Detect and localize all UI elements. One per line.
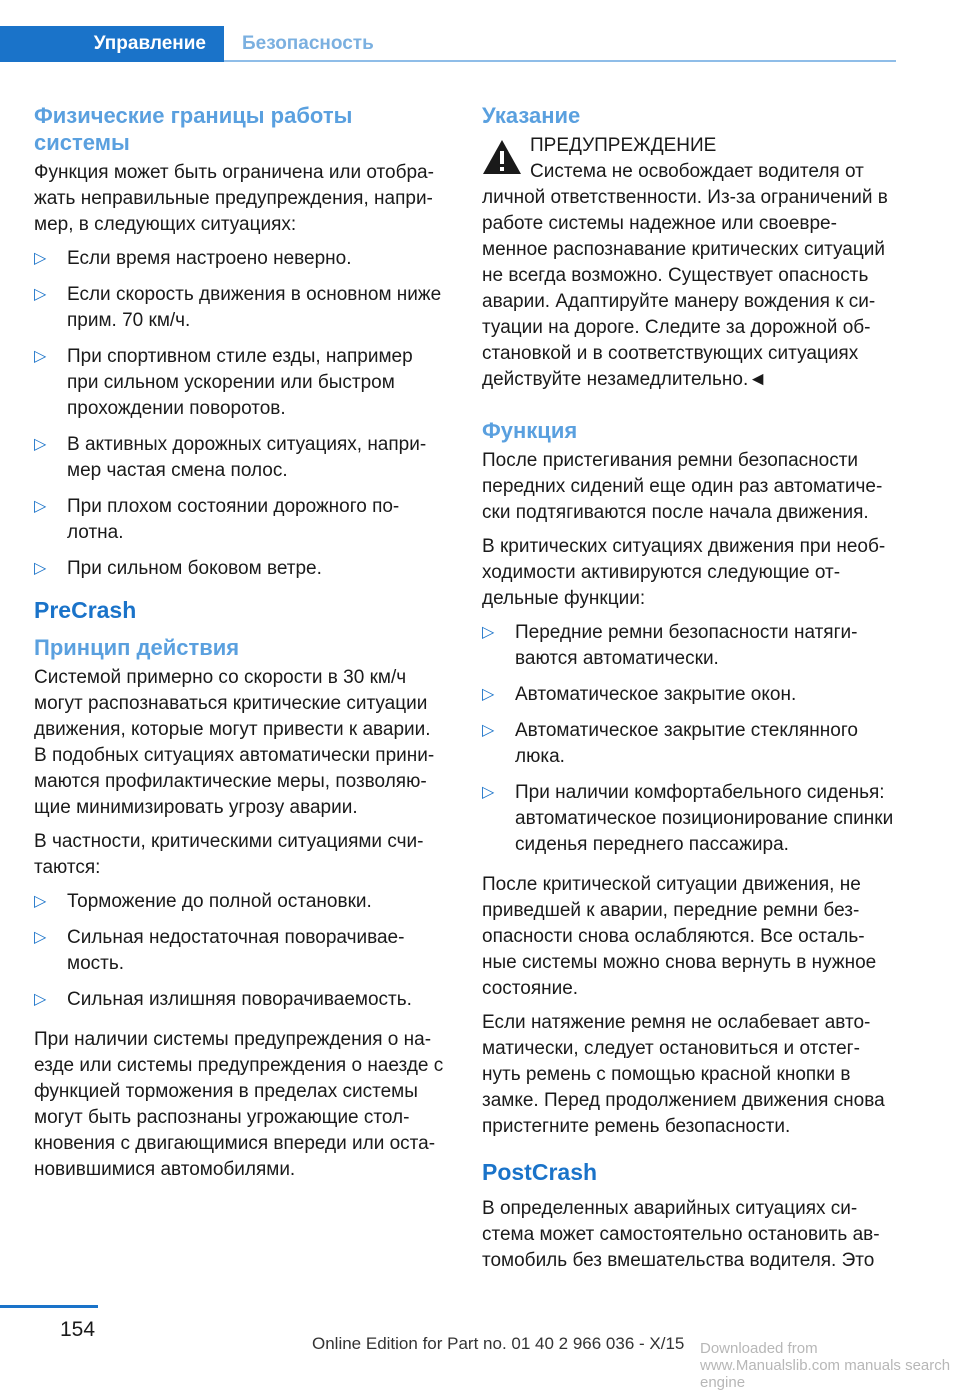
warning-first-line: Система не освобождает водителя от <box>530 161 864 182</box>
warning-triangle-icon <box>482 139 522 175</box>
list-item: ▷ Автоматическое закрытие окон. <box>482 682 896 708</box>
list-item: ▷ Автоматическое закрытие стеклянного люка. <box>482 720 858 767</box>
list-critical <box>34 889 446 1013</box>
triangle-right-icon: ▷ <box>482 722 495 739</box>
heading-note: Указание <box>482 103 581 128</box>
triangle-right-icon: ▷ <box>482 784 495 801</box>
paragraph-belt-tension: Если натяжение ремня не ослабевает авто-матически, следует остановиться и отстег-нуть ремень с помощью красной кнопки в замке. Перед продолжением движения снова пристегните ремень безопасности. <box>482 1012 885 1137</box>
right-column <box>482 102 896 1282</box>
triangle-right-icon: ▷ <box>34 286 47 303</box>
warning-text: личной ответственности. Из-за ограничений в работе системы надежное или своевре-менное распознавание критических ситуаций не всегда возможно. Существует опасность аварии. Адаптируйте манеру вождения к си-туации на дороге. Следите за дорожной об-становкой и в соответствующих ситуациях действуйте незамедлительно.◄ <box>482 187 888 390</box>
list-item: ▷ При наличии комфортабельного сиденья: автоматическое позиционирование спинки сиденья переднего пассажира. <box>482 782 894 855</box>
heading-function: Функция <box>482 418 578 443</box>
paragraph-postcrash: В определенных аварийных ситуациях си-стема может самостоятельно остановить ав-томобиль без вмешательства водителя. Это <box>482 1198 880 1271</box>
tab-safety[interactable]: Безопасность <box>242 33 374 54</box>
header-bar <box>0 0 960 64</box>
triangle-right-icon: ▷ <box>34 436 47 453</box>
heading-postcrash: PostCrash <box>482 1159 598 1185</box>
paragraph-after-crash: После критической ситуации движения, не приведшей к аварии, передние ремни без-опасности снова ослабляются. Все осталь-ные системы можно снова вернуть в нужное состояние. <box>482 874 877 999</box>
watermark: Downloaded from www.Manualslib.com manuals search engine <box>700 1340 951 1391</box>
triangle-right-icon: ▷ <box>482 624 495 641</box>
triangle-right-icon: ▷ <box>34 560 47 577</box>
list-item: ▷ Передние ремни безопасности натяги-ваются автоматически. <box>482 622 858 669</box>
list-item: ▷ При сильном боковом ветре. <box>34 556 446 582</box>
paragraph-critical: В частности, критическими ситуациями счи-таются: <box>34 831 424 878</box>
warning-block <box>482 133 896 393</box>
list-item: ▷ Если скорость движения в основном ниже прим. 70 км/ч. <box>34 284 442 331</box>
heading-precrash: PreCrash <box>34 597 137 623</box>
paragraph-limits: Функция может быть ограничена или отобра-жать неправильные предупреждения, напри-мер, в следующих ситуациях: <box>34 162 434 235</box>
list-item: ▷ В активных дорожных ситуациях, напри-мер частая смена полос. <box>34 434 427 481</box>
list-item: ▷ При плохом состоянии дорожного по-лотна. <box>34 496 400 543</box>
heading-principle: Принцип действия <box>34 635 240 660</box>
triangle-right-icon: ▷ <box>34 348 47 365</box>
triangle-right-icon: ▷ <box>34 991 47 1008</box>
left-column <box>34 102 446 1191</box>
paragraph-warning-systems: При наличии системы предупреждения о на-езде или системы предупреждения о наезде с функцией торможения в пределах системы могут быть распознаны угрожающие стол-кновения с двигающимися впереди или оста-новившимися автомобилями. <box>34 1029 444 1180</box>
list-item: ▷ Если время настроено неверно. <box>34 246 446 272</box>
list-item: ▷ При спортивном стиле езды, например при сильном ускорении или быстром прохождении поворотов. <box>34 346 413 419</box>
list-item: ▷ Торможение до полной остановки. <box>34 889 446 915</box>
paragraph-function-2: В критических ситуациях движения при необ-ходимости активируются следующие от-дельные функции: <box>482 536 886 609</box>
footer-rule <box>0 1305 98 1308</box>
header-divider <box>224 60 896 62</box>
paragraph-function-1: После пристегивания ремни безопасности передних сидений еще один раз автоматиче-ски подтягиваются после начала движения. <box>482 450 883 523</box>
triangle-right-icon: ▷ <box>34 929 47 946</box>
tab-controls[interactable]: Управление <box>0 26 224 62</box>
list-limits <box>34 246 446 582</box>
list-item: ▷ Сильная излишняя поворачиваемость. <box>34 987 446 1013</box>
paragraph-principle: Системой примерно со скорости в 30 км/ч могут распознаваться критические ситуации движения, которые могут привести к аварии. В подобных ситуациях автоматически прини-маются профилактические меры, позволяю-щие минимизировать угрозу аварии. <box>34 667 435 818</box>
list-functions <box>482 620 896 858</box>
triangle-right-icon: ▷ <box>34 893 47 910</box>
triangle-right-icon: ▷ <box>482 686 495 703</box>
edition-info: Online Edition for Part no. 01 40 2 966 036 - X/15 <box>312 1334 685 1353</box>
heading-system-limits: Физические границы работы системы <box>34 103 353 155</box>
warning-title: ПРЕДУПРЕЖДЕНИЕ <box>530 135 717 156</box>
triangle-right-icon: ▷ <box>34 250 47 267</box>
list-item: ▷ Сильная недостаточная поворачивае-мость. <box>34 927 405 974</box>
page-number: 154 <box>60 1318 96 1341</box>
triangle-right-icon: ▷ <box>34 498 47 515</box>
